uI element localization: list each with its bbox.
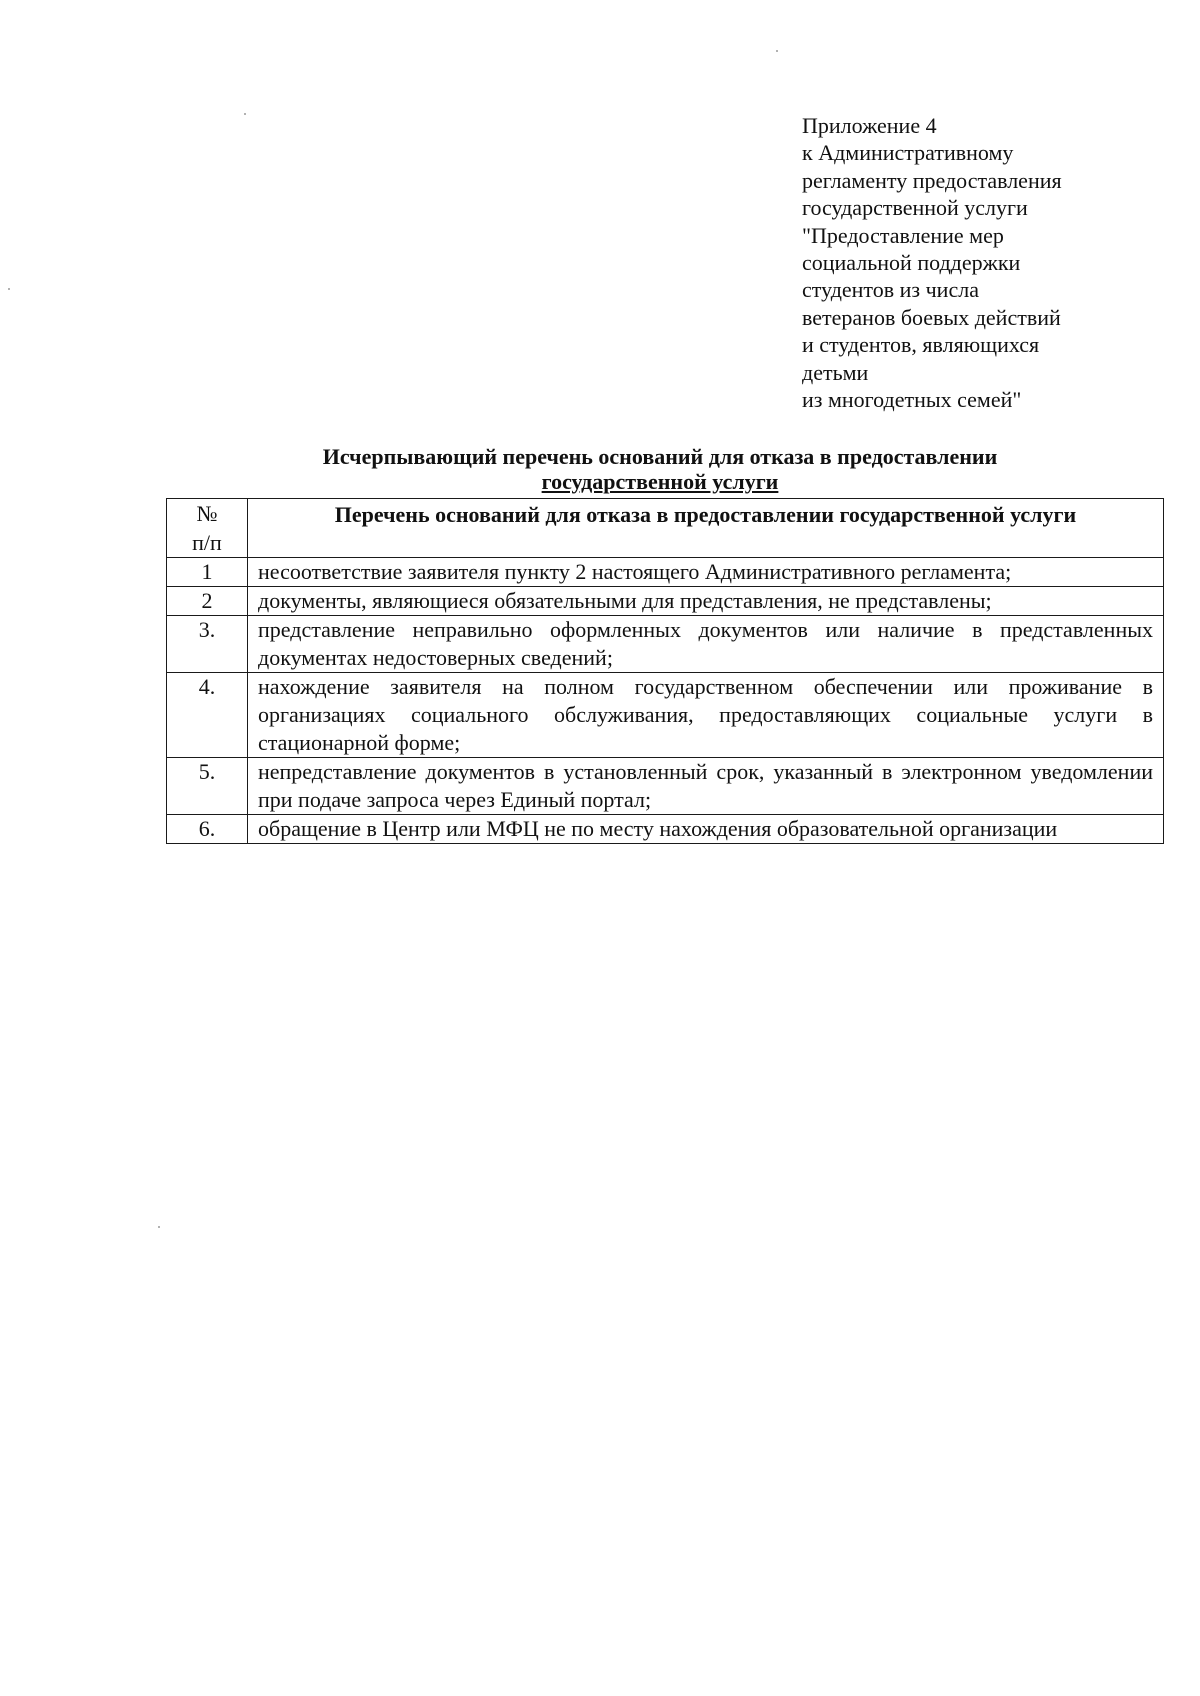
appendix-line: "Предоставление мер [802,222,1004,248]
row-number: 2 [167,587,248,616]
row-reason: представление неправильно оформленных документов или наличие в представленных документах недостоверных сведений; [248,616,1164,673]
table-row [167,758,1164,815]
document-title [160,444,1160,494]
table-header-row [167,499,1164,558]
scan-speck [158,1226,160,1228]
row-number: 4. [167,673,248,758]
appendix-line: ветеранов боевых действий [802,304,1061,330]
reasons-column-header: Перечень оснований для отказа в предоставлении государственной услуги [248,499,1164,558]
table-row [167,673,1164,758]
row-reason: обращение в Центр или МФЦ не по месту нахождения образовательной организации [248,815,1164,844]
row-reason: непредставление документов в установленный срок, указанный в электронном уведомлении при подаче запроса через Единый портал; [248,758,1164,815]
appendix-line: Приложение 4 [802,113,937,138]
number-symbol: № [196,501,218,526]
scan-speck [244,113,246,115]
appendix-line: регламенту предоставления [802,167,1062,193]
table-row [167,616,1164,673]
appendix-line: студентов из числа [802,277,979,303]
table-row [167,587,1164,616]
title-line-2: государственной услуги [541,469,779,494]
table-row [167,815,1164,844]
appendix-line: и студентов, являющихся [802,332,1040,358]
appendix-line: из многодетных семей" [802,387,1022,413]
scan-speck [776,50,778,52]
appendix-line: к Административному [802,140,1014,166]
number-column-header [167,499,248,558]
appendix-line: государственной услуги [802,195,1028,221]
number-abbreviation: п/п [192,530,222,555]
row-number: 1 [167,558,248,587]
appendix-line: детьми [802,359,869,385]
row-reason: нахождение заявителя на полном государственном обеспечении или проживание в организациях социального обслуживания, предоставляющих социальные услуги в стационарной форме; [248,673,1164,758]
row-reason: несоответствие заявителя пункту 2 настоящего Административного регламента; [248,558,1164,587]
appendix-line: социальной поддержки [802,250,1021,276]
row-number: 6. [167,815,248,844]
scan-speck [8,288,10,290]
table-row [167,558,1164,587]
title-line-1: Исчерпывающий перечень оснований для отказа в предоставлении [322,444,998,469]
row-number: 5. [167,758,248,815]
row-reason: документы, являющиеся обязательными для представления, не представлены; [248,587,1164,616]
refusal-reasons-table [166,498,1164,844]
row-number: 3. [167,616,248,673]
appendix-note [802,112,1142,413]
